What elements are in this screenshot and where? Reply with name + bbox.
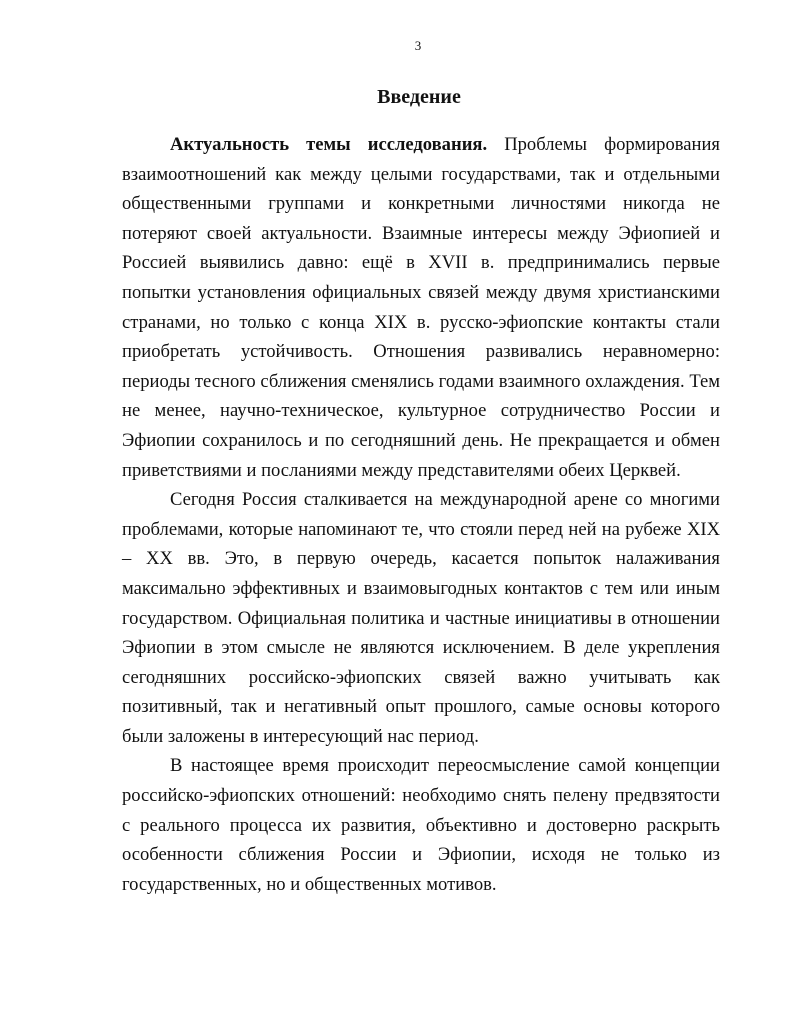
paragraph-rethinking [122,751,720,899]
section-heading: Введение [377,86,461,108]
paragraph-relevance [122,130,720,485]
paragraph-text: Проблемы формирования взаимоотношений как между целыми государствами, так и отдельными общественными группами и конкретными личностями никогда не потеряют своей актуальности. Взаимные интересы между Эфиопией и Россией выявились давно: ещё в XVII в. предпринимались первые попытки установления официальных связей между двумя христианскими странами, но только с конца XIX в. русско-эфиопские контакты стали приобретать устойчивость. Отношения развивались неравномерно: периоды тесного сближения сменялись годами взаимного охлаждения. Тем не менее, научно-техническое, культурное сотрудничество России и Эфиопии сохранилось и по сегодняшний день. Не прекращается и обмен приветствиями и посланиями между представителями обеих Церквей. [122,134,720,481]
paragraph-modern-context [122,485,720,751]
page-number: 3 [414,38,422,53]
paragraph-text: Сегодня Россия сталкивается на международной арене со многими проблемами, которые напоминают те, что стояли перед ней на рубеже XIX – XX вв. Это, в первую очередь, касается попыток налаживания максимально эффективных и взаимовыгодных контактов с тем или иным государством. Официальная политика и частные инициативы в отношении Эфиопии в этом смысле не являются исключением. В деле укрепления сегодняшних российско-эфиопских связей важно учитывать как позитивный, так и негативный опыт прошлого, самые основы которого были заложены в интересующий нас период. [122,489,720,747]
body-text [122,130,720,899]
paragraph-text: В настоящее время происходит переосмысление самой концепции российско-эфиопских отношений: необходимо снять пелену предвзятости с реального процесса их развития, объективно и достоверно раскрыть особенности сближения России и Эфиопии, исходя не только из государственных, но и общественных мотивов. [122,755,720,895]
paragraph-lead: Актуальность темы исследования. [170,134,488,155]
